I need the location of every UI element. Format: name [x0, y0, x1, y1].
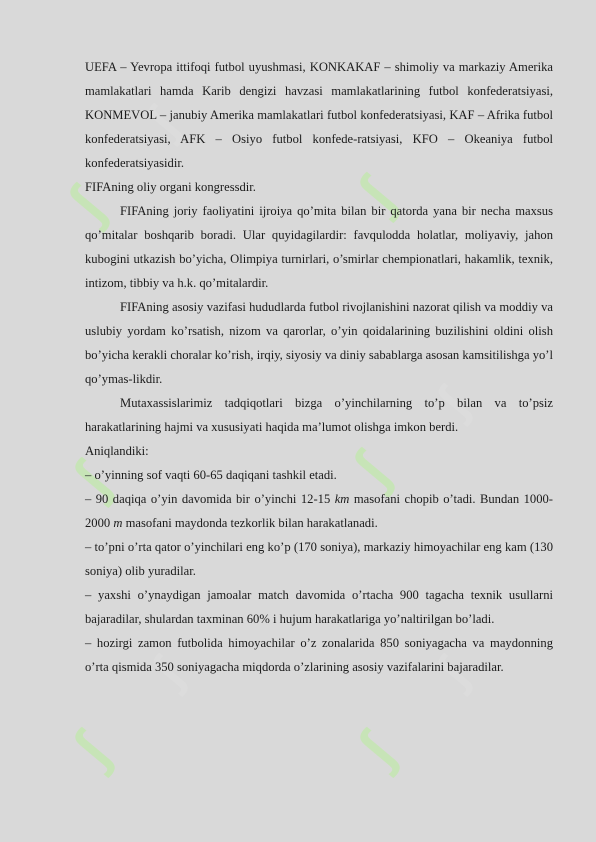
paragraph-committees: FIFAning joriy faoliyatini ijroiya qo’mita bilan bir qatorda yana bir necha maxsus qo’mitalar boshqarib boradi. Ular quyidagilardir: favqulodda holatlar, moliyaviy, jahon kubogini utkazish bo’yicha, Olimpiya turnirlari, o’smirlar chempionatlari, hakamlik, texnik, intizom, tibbiy va h.k. qo’mitalardir. [85, 204, 553, 290]
paragraph-main-task: FIFAning asosiy vazifasi hududlarda futbol rivojlanishini nazorat qilish va moddiy va uslubiy yordam ko’rsatish, nizom va qarorlar, o’yin qoidalarining buzilishini oldini olish bo’yicha kerakli choralar ko’rish, irqiy, siyosiy va diniy sabablarga asosan kamsitilishga yo’l qo’ymas-likdir. [85, 300, 553, 386]
watermark-logo: ʃ [60, 451, 123, 509]
watermark-logo-shadow: ʃ [425, 378, 480, 428]
list-item-ball-time: – to’pni o’rta qator o’yinchilari eng ko’p (170 soniya), markaziy himoyachilar eng kam (130 soniya) olib yuradilar. [85, 540, 553, 578]
watermark-logo-shadow: ʃ [135, 98, 190, 148]
list-item-distance-part1: – 90 daqiqa o’yin davomida bir o’yinchi 12-15 [85, 492, 335, 506]
list-item-distance-part3: masofani maydonda tezkorlik bilan harakatlanadi. [122, 516, 378, 530]
paragraph-findings-heading: Aniqlandiki: [85, 444, 149, 458]
list-item-distance-part2: masofani chopib o’tadi. Bundan 1000-2000 [85, 492, 553, 530]
list-item-technical-actions: – yaxshi o’ynaydigan jamoalar match davomida o’rtacha 900 tagacha texnik usullarni bajaradilar, shulardan taxminan 60% i hujum harakatlariga yo’naltirilgan bo’ladi. [85, 588, 553, 626]
watermark-logo: ʃ [340, 441, 403, 499]
watermark-logo-shadow: ʃ [425, 648, 480, 698]
watermark-logo: ʃ [60, 721, 123, 779]
watermark-logo: ʃ [345, 721, 408, 779]
watermark-logo: ʃ [55, 176, 118, 234]
watermark-logo-shadow: ʃ [140, 648, 195, 698]
list-item-defenders: – hozirgi zamon futbolida himoyachilar o’z zonalarida 850 soniyagacha va maydonning o’rta qismida 350 soniyagacha miqdorda o’zlarining asosiy vazifalarini bajaradilar. [85, 636, 553, 674]
unit-km: km [334, 492, 350, 506]
paragraph-confederations: UEFA – Yevropa ittifoqi futbol uyushmasi, KONKAKAF – shimoliy va markaziy Amerika mamlakatlari hamda Karib dengizi havzasi mamlakatlarining futbol konfederatsiyasi, KONMEVOL – janubiy Amerika mamlakatlari futbol konfederatsiyasi, KAF – Afrika futbol konfederatsiyasi, AFK – Osiyo futbol konfede-ratsiyasi, KFO – Okeaniya futbol konfederatsiyasidir. [85, 60, 553, 170]
watermark-logo: ʃ [345, 166, 408, 224]
list-item-distance [85, 487, 553, 535]
paragraph-research: Mutaxassislarimiz tadqiqotlari bizga o’yinchilarning to’p bilan va to’psiz harakatlarining hajmi va xususiyati haqida ma’lumot olishga imkon berdi. [85, 396, 553, 434]
unit-m: m [113, 516, 123, 530]
paragraph-congress: FIFAning oliy organi kongressdir. [85, 180, 256, 194]
list-item-net-time: – o’yinning sof vaqti 60-65 daqiqani tashkil etadi. [85, 468, 337, 482]
document-body [85, 55, 553, 679]
